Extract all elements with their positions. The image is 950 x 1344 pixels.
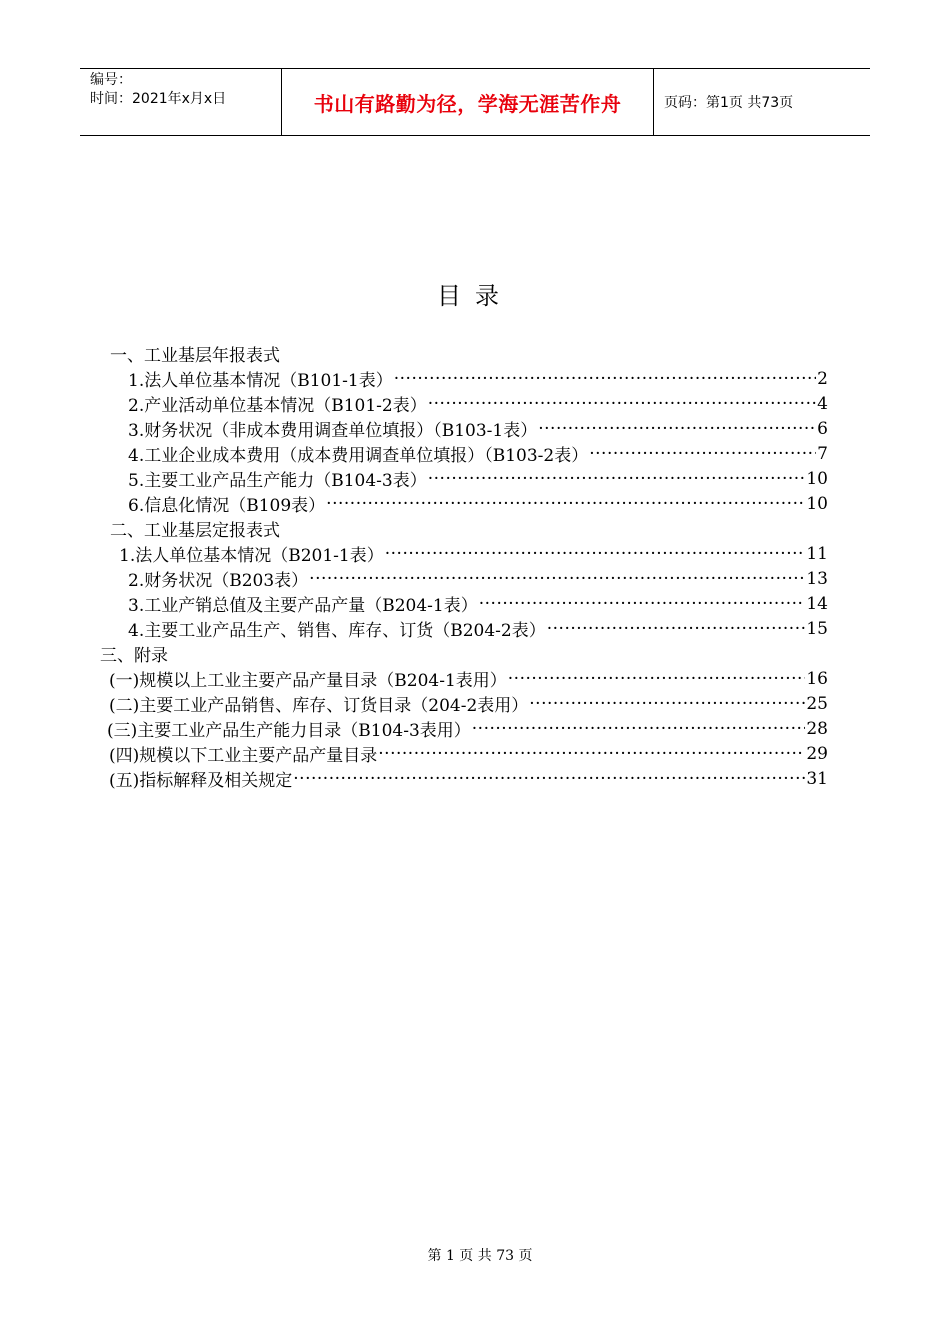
header-motto: 书山有路勤为径，学海无涯苦作舟 xyxy=(282,69,654,135)
toc-entry-text: 一、工业基层年报表式 xyxy=(110,346,280,366)
toc-entry[interactable] xyxy=(128,591,828,616)
toc-entry-text: 3.财务状况（非成本费用调查单位填报）（B103-1表） xyxy=(128,421,538,441)
toc-entry[interactable] xyxy=(128,416,828,441)
page-footer: 第 1 页 共 73 页 xyxy=(427,1248,533,1264)
toc-entry-page: 2 xyxy=(817,368,828,389)
number-label: 编号： xyxy=(90,72,132,88)
dot-leader xyxy=(547,619,806,639)
toc-entry[interactable] xyxy=(109,741,828,766)
toc-entry[interactable] xyxy=(109,691,828,716)
dot-leader xyxy=(472,719,806,739)
toc-entry-page: 29 xyxy=(806,743,828,764)
toc-entry-text: 4.主要工业产品生产、销售、库存、订货（B204-2表） xyxy=(128,621,546,641)
toc-entry-page: 11 xyxy=(806,543,828,564)
toc-entry[interactable] xyxy=(128,391,828,416)
toc-entry-text: 2.财务状况（B203表） xyxy=(128,571,309,591)
toc-section[interactable] xyxy=(110,341,280,366)
toc-title: 目录 xyxy=(437,282,513,310)
toc-entry-text: 二、工业基层定报表式 xyxy=(110,521,280,541)
toc-entry[interactable] xyxy=(109,666,828,691)
toc-entry-page: 6 xyxy=(817,418,828,439)
toc-entry[interactable] xyxy=(109,766,828,791)
toc-entry-page: 7 xyxy=(817,443,828,464)
dot-leader xyxy=(378,744,805,764)
toc-entry-text: 2.产业活动单位基本情况（B101-2表） xyxy=(128,396,427,416)
toc-entry-text: 1.法人单位基本情况（B101-1表） xyxy=(128,371,393,391)
dot-leader xyxy=(309,569,805,589)
header-meta xyxy=(80,69,282,135)
toc-entry-text: 4.工业企业成本费用（成本费用调查单位填报）（B103-2表） xyxy=(128,446,589,466)
toc-entry[interactable] xyxy=(119,541,828,566)
toc-entry-text: (五)指标解释及相关规定 xyxy=(109,771,293,791)
toc-entry-page: 10 xyxy=(806,468,828,489)
header-page-info: 页码：第1页 共73页 xyxy=(664,95,794,111)
dot-leader xyxy=(508,669,806,689)
dot-leader xyxy=(428,394,816,414)
toc-entry-page: 28 xyxy=(806,718,828,739)
toc-entry[interactable] xyxy=(128,616,828,641)
toc-entry-text: (三)主要工业产品生产能力目录（B104-3表用） xyxy=(107,721,471,741)
toc-entry[interactable] xyxy=(107,716,828,741)
toc-entry-page: 31 xyxy=(806,768,828,789)
toc-entry-page: 10 xyxy=(806,493,828,514)
toc-entry[interactable] xyxy=(128,366,828,391)
toc-entry[interactable] xyxy=(128,491,828,516)
toc-entry[interactable] xyxy=(128,441,828,466)
toc-entry-text: 三、附录 xyxy=(100,646,168,666)
toc-entry-text: (四)规模以下工业主要产品产量目录 xyxy=(109,746,378,766)
toc-entry-text: 3.工业产销总值及主要产品产量（B204-1表） xyxy=(128,596,478,616)
toc-entry-page: 25 xyxy=(806,693,828,714)
dot-leader xyxy=(394,369,816,389)
toc-entry-text: 5.主要工业产品生产能力（B104-3表） xyxy=(128,471,427,491)
date-label: 时间：2021年x月x日 xyxy=(90,91,227,107)
toc-entry-text: 6.信息化情况（B109表） xyxy=(128,496,326,516)
toc-entry-text: (二)主要工业产品销售、库存、订货目录（204-2表用） xyxy=(109,696,529,716)
toc-section[interactable] xyxy=(100,641,168,666)
page-header xyxy=(80,68,870,136)
dot-leader xyxy=(529,694,805,714)
toc-entry[interactable] xyxy=(128,566,828,591)
dot-leader xyxy=(589,444,816,464)
dot-leader xyxy=(385,544,806,564)
toc-entry-page: 15 xyxy=(806,618,828,639)
toc-entry-page: 4 xyxy=(817,393,828,414)
toc-entry-text: 1.法人单位基本情况（B201-1表） xyxy=(119,546,384,566)
dot-leader xyxy=(326,494,805,514)
dot-leader xyxy=(293,769,805,789)
toc-entry-page: 16 xyxy=(806,668,828,689)
toc-entry-page: 13 xyxy=(806,568,828,589)
dot-leader xyxy=(428,469,806,489)
toc-entry[interactable] xyxy=(128,466,828,491)
dot-leader xyxy=(538,419,816,439)
toc-section[interactable] xyxy=(110,516,280,541)
toc-entry-text: (一)规模以上工业主要产品产量目录（B204-1表用） xyxy=(109,671,507,691)
toc-entry-page: 14 xyxy=(806,593,828,614)
dot-leader xyxy=(479,594,806,614)
